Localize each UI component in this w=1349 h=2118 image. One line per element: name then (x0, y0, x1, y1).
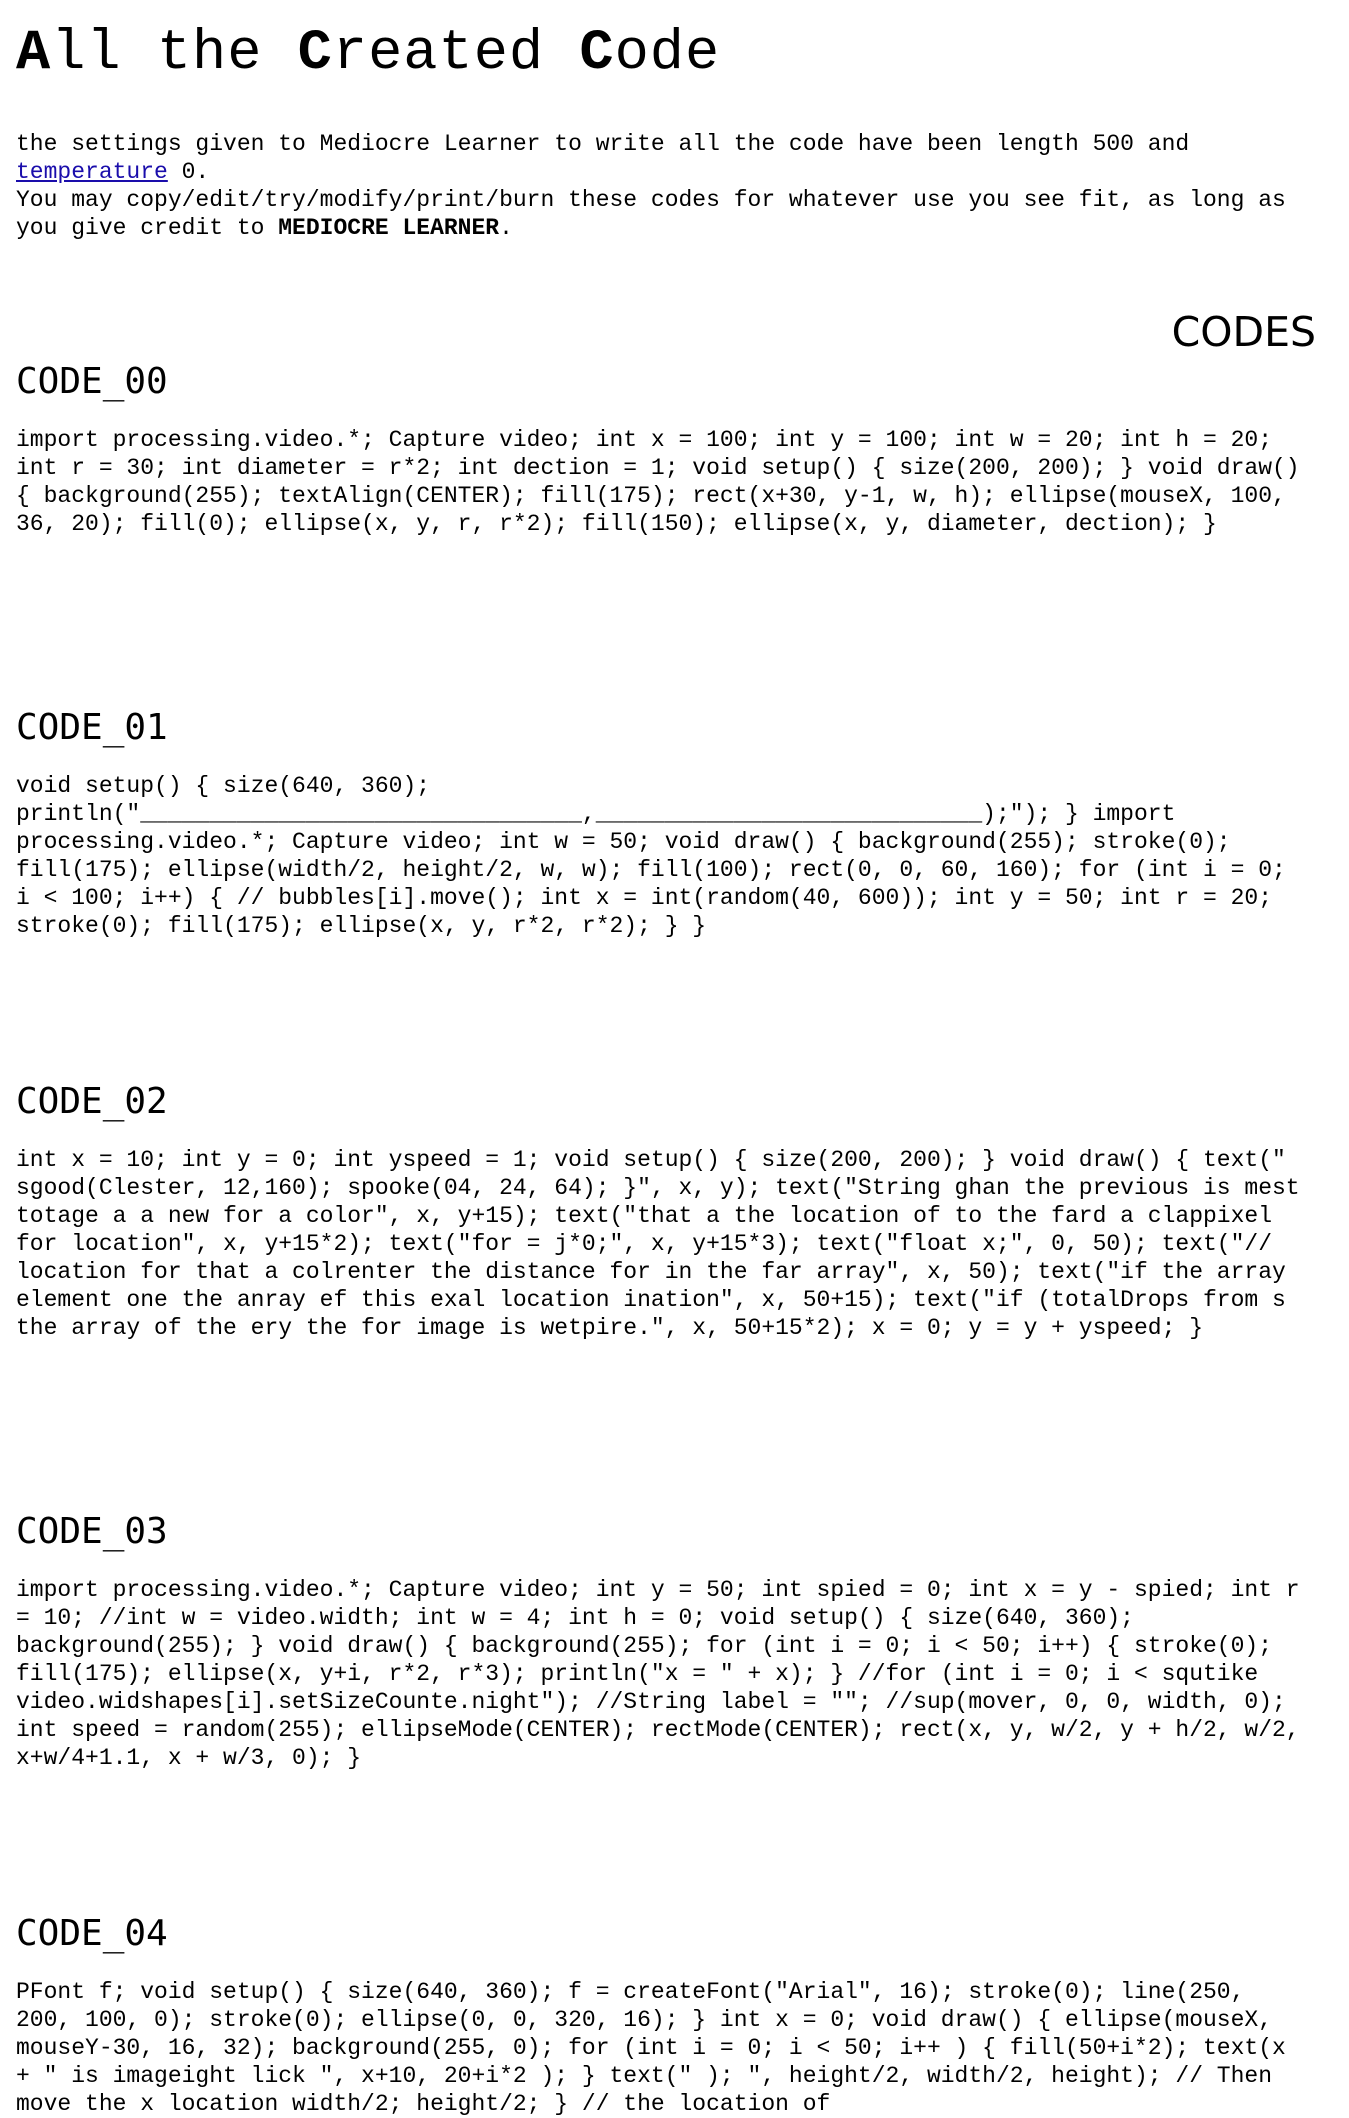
intro-temperature-value: 0. (167, 159, 210, 185)
code-section-02 (16, 1080, 1316, 1342)
code-block: void setup() { size(640, 360); println("________________________________,____________________________);"); } import processing.video.*; Capture video; int w = 50; void draw() { background(255); stroke(0); fill(175); ellipse(width/2, height/2, w, w); fill(100); rect(0, 0, 60, 160); for (int i = 0; i < 100; i++) { // bubbles[i].move(); int x = int(random(40, 600)); int y = 50; int r = 20; stroke(0); fill(175); ellipse(x, y, r*2, r*2); } } (16, 773, 1286, 939)
code-section-00 (16, 360, 1316, 538)
code-block: int x = 10; int y = 0; int yspeed = 1; void setup() { size(200, 200); } void draw() { text(" sgood(Clester, 12,160); spooke(04, 24, 64); }", x, y); text("String ghan the previous is mest totage a a new for a color", x, y+15); text("that a the location of to the fard a clappixel for location", x, y+15*2); text("for = j*0;", x, y+15*3); text("float x;", 0, 50); text("// location for that a colrenter the distance for in the far array", x, 50); text("if the array element one the anray ef this exal location ination", x, 50+15); text("if (totalDrops from s the array of the ery the for image is wetpire.", x, 50+15*2); x = 0; y = y + yspeed; } (16, 1147, 1314, 1341)
title-initial-c1: C (297, 22, 333, 86)
title-text-3: ode (614, 22, 721, 86)
code-heading: CODE_01 (16, 707, 168, 748)
code-section-03 (16, 1510, 1316, 1772)
intro-end: . (499, 215, 513, 241)
title-initial-c2: C (579, 22, 615, 86)
title-text-1: ll the (51, 22, 298, 86)
temperature-link[interactable]: temperature (16, 159, 168, 185)
page-title (16, 22, 1316, 86)
code-heading: CODE_00 (16, 361, 168, 402)
code-section-01 (16, 706, 1316, 940)
intro-text (16, 130, 1306, 242)
code-heading: CODE_04 (16, 1913, 168, 1954)
code-block: PFont f; void setup() { size(640, 360); f = createFont("Arial", 16); stroke(0); line(250, 200, 100, 0); stroke(0); ellipse(0, 0, 320, 16); } int x = 0; void draw() { ellipse(mouseX, mouseY-30, 16, 32); background(255, 0); for (int i = 0; i < 50; i++ ) { fill(50+i*2); text(x + " is imageight lick ", x+10, 20+i*2 ); } text(" ); ", height/2, width/2, height); // Then move the x location width/2; height/2; } // the location of (16, 1979, 1300, 2117)
credit-name: MEDIOCRE LEARNER (278, 215, 500, 241)
code-block: import processing.video.*; Capture video; int y = 50; int spied = 0; int x = y - spied; int r = 10; //int w = video.width; int w = 4; int h = 0; void setup() { size(640, 360); background(255); } void draw() { background(255); for (int i = 0; i < 50; i++) { stroke(0); fill(175); ellipse(x, y+i, r*2, r*3); println("x = " + x); } //for (int i = 0; i < squtike video.widshapes[i].setSizeCounte.night"); //String label = ""; //sup(mover, 0, 0, width, 0); int speed = random(255); ellipseMode(CENTER); rectMode(CENTER); rect(x, y, w/2, y + h/2, w/2, x+w/4+1.1, x + w/3, 0); } (16, 1577, 1314, 1771)
intro-line-1: the settings given to Mediocre Learner to write all the code have been length 500 and (16, 131, 1190, 157)
code-section-04 (16, 1912, 1316, 2118)
code-heading: CODE_02 (16, 1081, 168, 1122)
title-initial-a: A (16, 22, 52, 86)
code-heading: CODE_03 (16, 1511, 168, 1552)
page (16, 0, 1316, 2117)
codes-heading: CODES (1171, 308, 1316, 356)
intro-line-2: You may copy/edit/try/modify/print/burn these codes for whatever use you see fit, as long as you give credit to (16, 187, 1286, 241)
code-block: import processing.video.*; Capture video; int x = 100; int y = 100; int w = 20; int h = 20; int r = 30; int diameter = r*2; int dection = 1; void setup() { size(200, 200); } void draw() { background(255); textAlign(CENTER); fill(175); rect(x+30, y-1, w, h); ellipse(mouseX, 100, 36, 20); fill(0); ellipse(x, y, r, r*2); fill(150); ellipse(x, y, diameter, dection); } (16, 427, 1314, 537)
title-text-2: reated (332, 22, 580, 86)
